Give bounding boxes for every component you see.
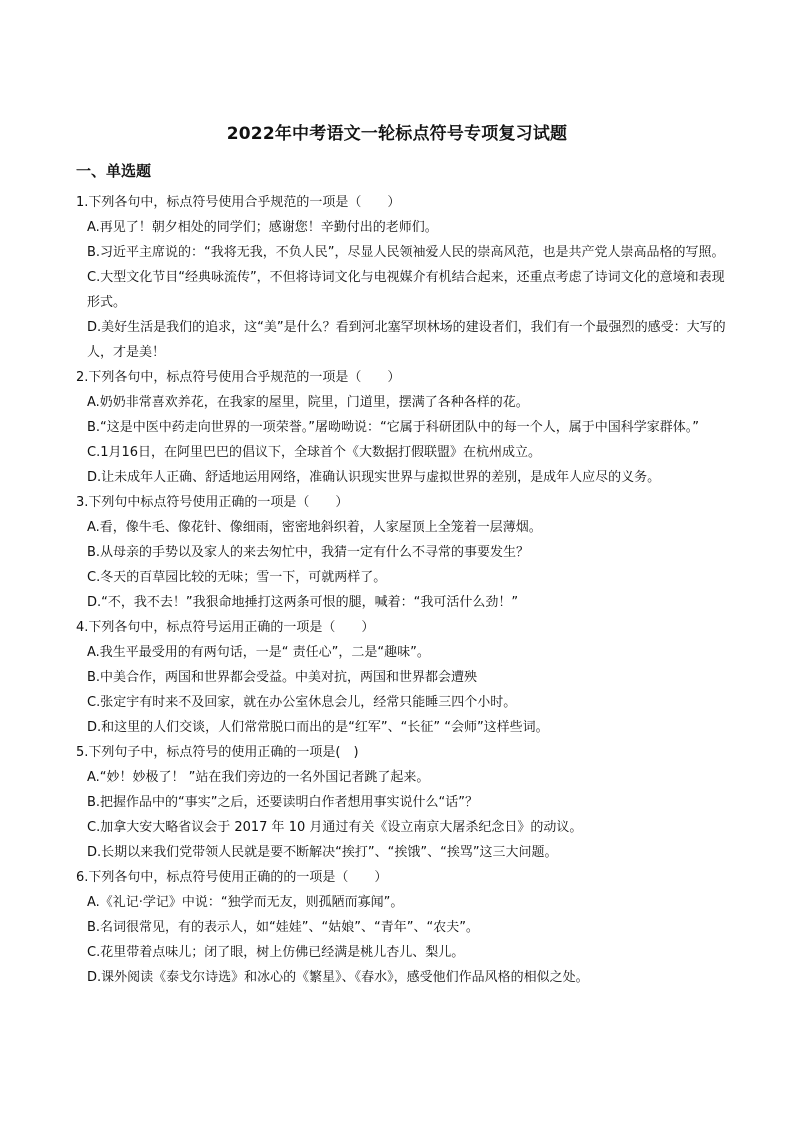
option-d: D.长期以来我们党带领人民就是要不断解决“挨打”、“挨饿”、“挨骂”这三大问题。 [87,845,558,860]
question-5 [76,740,726,865]
question-1 [76,190,726,365]
option-list [76,215,726,365]
option-a: A.看，像牛毛、像花针、像细雨，密密地斜织着，人家屋顶上全笼着一层薄烟。 [87,520,542,535]
option-c: C.冬天的百草园比较的无味；雪一下，可就两样了。 [87,570,387,585]
option-c: C.大型文化节目“经典咏流传”，不但将诗词文化与电视媒介有机结合起来，还重点考虑了诗词文化的意境和表现形式。 [87,270,725,310]
option-a: A.“妙！妙极了！ ”站在我们旁边的一名外国记者跳了起来。 [87,770,430,785]
question-6 [76,865,726,990]
question-stem: 4.下列各句中，标点符号运用正确的一项是（ ） [76,620,375,635]
option-list [76,515,726,615]
option-d: D.课外阅读《泰戈尔诗选》和冰心的《繁星》、《春水》，感受他们作品风格的相似之处。 [87,970,589,985]
option-list [76,640,726,740]
question-4 [76,615,726,740]
option-list [76,765,726,865]
option-b: B.习近平主席说的：“我将无我，不负人民”，尽显人民领袖爱人民的崇高风范，也是共产党人崇高品格的写照。 [87,245,725,260]
option-d: D.“不，我不去！”我狠命地捶打这两条可恨的腿，喊着：“我可活什么劲！” [87,595,519,610]
document-title: 2022年中考语文一轮标点符号专项复习试题 [226,124,568,144]
option-a: A.奶奶非常喜欢养花，在我家的屋里，院里，门道里，摆满了各种各样的花。 [87,395,529,410]
option-a: A.《礼记·学记》中说：“独学而无友，则孤陋而寡闻”。 [87,895,404,910]
option-c: C.1月16日，在阿里巴巴的倡议下，全球首个《大数据打假联盟》在杭州成立。 [87,445,542,460]
option-list [76,890,726,990]
question-stem: 3.下列句中标点符号使用正确的一项是（ ） [76,495,349,510]
option-d: D.让未成年人正确、舒适地运用网络，准确认识现实世界与虚拟世界的差别，是成年人应尽的义务。 [87,470,661,485]
option-b: B.从母亲的手势以及家人的来去匆忙中，我猜一定有什么不寻常的事要发生？ [87,545,530,560]
option-c: C.花里带着点味儿；闭了眼，树上仿佛已经满是桃儿杏儿、梨儿。 [87,945,465,960]
option-c: C.张定宇有时来不及回家，就在办公室休息会儿，经常只能睡三四个小时。 [87,695,517,710]
question-list [76,190,726,990]
option-d: D.美好生活是我们的追求，这“美”是什么？看到河北塞罕坝林场的建设者们，我们有一个最强烈的感受：大写的人，才是美！ [87,320,726,360]
question-stem: 1.下列各句中，标点符号使用合乎规范的一项是（ ） [76,195,401,210]
question-stem: 6.下列各句中，标点符号使用正确的的一项是（ ） [76,870,388,885]
section-heading: 一、单选题 [76,162,152,180]
question-2 [76,365,726,490]
option-b: B.“这是中医中药走向世界的一项荣誉。”屠呦呦说：“它属于科研团队中的每一个人，属于中国科学家群体。” [87,420,699,435]
option-c: C.加拿大安大略省议会于 2017 年 10 月通过有关《设立南京大屠杀纪念日》的动议。 [87,820,583,835]
question-stem: 2.下列各句中，标点符号使用合乎规范的一项是（ ） [76,370,401,385]
option-a: A.我生平最受用的有两句话，一是“ 责任心”，二是“趣味”。 [87,645,430,660]
option-list [76,390,726,490]
option-b: B.中美合作，两国和世界都会受益。中美对抗，两国和世界都会遭殃 [87,670,478,685]
question-3 [76,490,726,615]
option-b: B.名词很常见，有的表示人，如“娃娃”、“姑娘”、“青年”、“农夫”。 [87,920,479,935]
option-d: D.和这里的人们交谈，人们常常脱口而出的是“红军”、“长征” “会师”这样些词。 [87,720,549,735]
option-b: B.把握作品中的“事实”之后，还要读明白作者想用事实说什么“话”？ [87,795,478,810]
option-a: A.再见了！朝夕相处的同学们；感谢您！辛勤付出的老师们。 [87,220,438,235]
question-stem: 5.下列句子中，标点符号的使用正确的一项是( ) [76,745,359,760]
